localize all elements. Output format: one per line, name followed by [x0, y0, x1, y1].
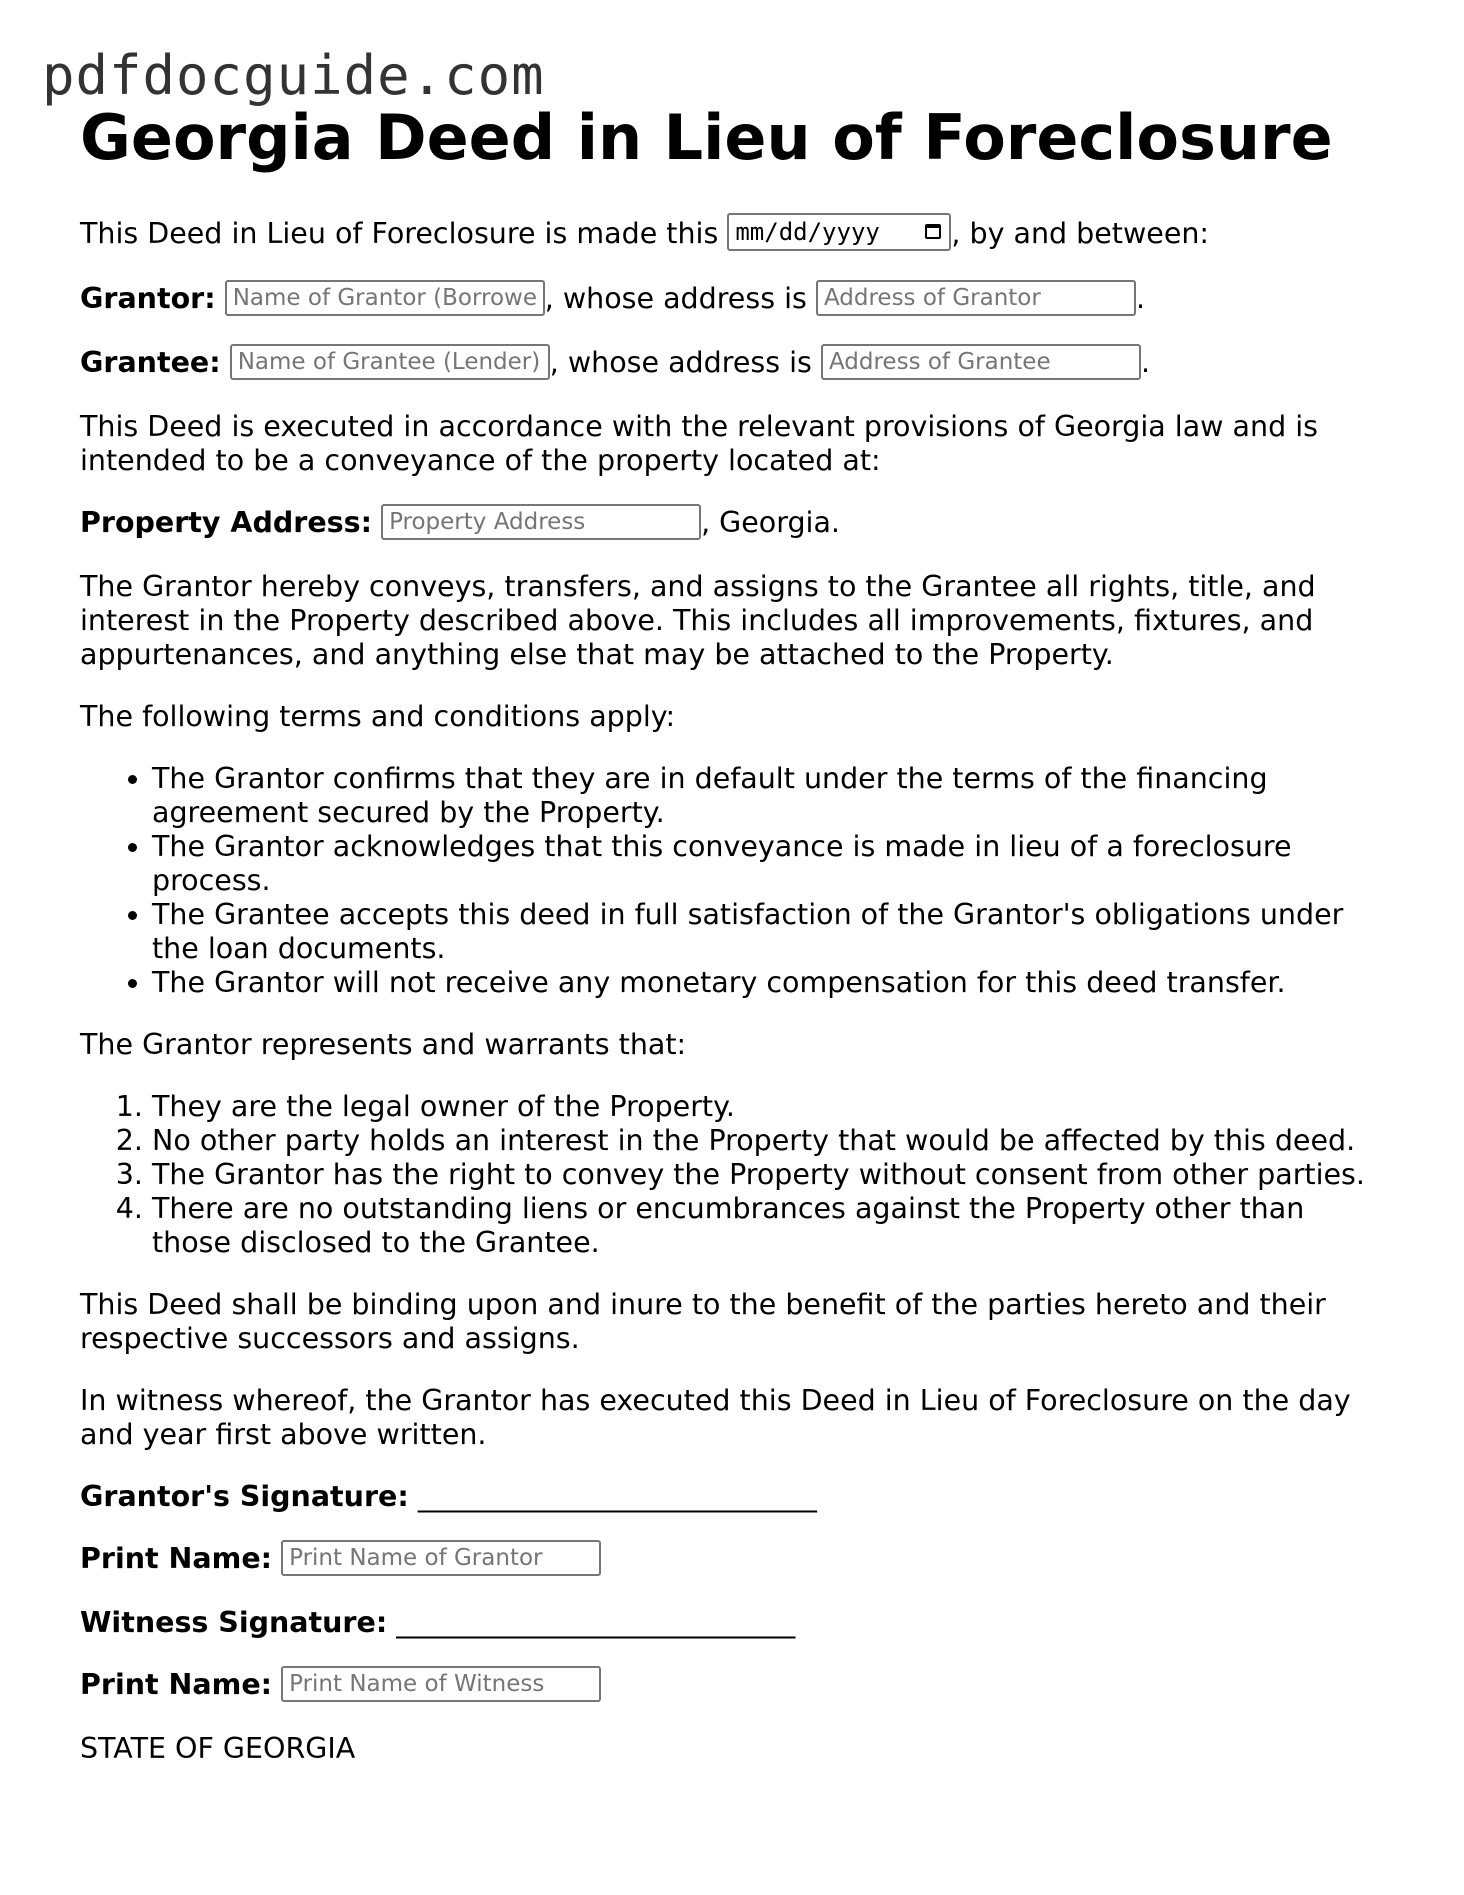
deed-document — [80, 100, 1380, 1794]
grantor-label: Grantor: — [80, 282, 216, 315]
grantor-print-line — [80, 1542, 1380, 1578]
grantor-print-name-input[interactable] — [281, 1540, 601, 1576]
property-suffix: , Georgia. — [701, 506, 840, 539]
property-address-input[interactable] — [381, 504, 701, 540]
grantor-address-lead: , whose address is — [544, 282, 816, 315]
intro-line — [80, 216, 1380, 254]
site-watermark: pdfdocguide.com — [42, 44, 545, 107]
list-item: • The Grantor will not receive any monetary compensation for this deed transfer. — [152, 966, 1380, 1000]
grantor-line-end: . — [1135, 282, 1145, 315]
witness-signature-label: Witness Signature: — [80, 1606, 388, 1639]
property-line — [80, 506, 1380, 542]
witness-print-label: Print Name: — [80, 1668, 273, 1701]
property-label: Property Address: — [80, 506, 372, 539]
terms-intro: The following terms and conditions apply: — [80, 700, 676, 733]
grantee-line — [80, 346, 1380, 382]
grantee-line-end: . — [1140, 346, 1151, 379]
list-item: • The Grantor confirms that they are in default under the terms of the financing agreement secured by the Property. — [152, 762, 1380, 830]
grantee-address-input[interactable] — [821, 344, 1141, 380]
list-item: • The Grantor acknowledges that this conveyance is made in lieu of a foreclosure process. — [152, 830, 1380, 898]
grantor-address-input[interactable] — [816, 280, 1136, 316]
grantor-signature-label: Grantor's Signature: — [80, 1480, 409, 1513]
binding-paragraph: This Deed shall be binding upon and inure to the benefit of the parties hereto and their respective successors and assigns. — [80, 1288, 1326, 1355]
grantor-name-input[interactable] — [225, 280, 545, 316]
witness-signature-blank: ____________________________ — [396, 1606, 796, 1639]
conveys-paragraph: The Grantor hereby conveys, transfers, and assigns to the Grantee all rights, title, and interest in the Property described above. This includes all improvements, fixtures, and appurtenances, and anything else that may be attached to the Property. — [80, 570, 1316, 671]
witness-print-line — [80, 1668, 1380, 1704]
grantee-label: Grantee: — [80, 346, 221, 379]
grantee-address-lead: , whose address is — [549, 346, 821, 379]
grantor-signature-blank: ____________________________ — [417, 1480, 817, 1513]
terms-list — [80, 762, 1380, 1000]
intro-text: This Deed in Lieu of Foreclosure is made this — [80, 217, 728, 250]
calendar-icon[interactable] — [925, 224, 941, 239]
grantor-signature-line — [80, 1480, 1380, 1514]
list-item: 2. No other party holds an interest in the Property that would be affected by this deed. — [152, 1124, 1380, 1158]
warrants-intro: The Grantor represents and warrants that: — [80, 1028, 687, 1061]
grantor-print-label: Print Name: — [80, 1542, 273, 1575]
witness-paragraph: In witness whereof, the Grantor has executed this Deed in Lieu of Foreclosure on the day and year first above written. — [80, 1384, 1351, 1451]
grantor-line — [80, 282, 1380, 318]
state-heading: STATE OF GEORGIA — [80, 1732, 356, 1765]
grantee-name-input[interactable] — [230, 344, 550, 380]
date-input[interactable] — [727, 213, 951, 251]
witness-print-name-input[interactable] — [281, 1666, 601, 1702]
warrants-list — [80, 1090, 1380, 1260]
executed-paragraph: This Deed is executed in accordance with the relevant provisions of Georgia law and is intended to be a conveyance of the property located at: — [80, 410, 1318, 477]
list-item: 4. There are no outstanding liens or encumbrances against the Property other than those disclosed to the Grantee. — [152, 1192, 1380, 1260]
page-title: Georgia Deed in Lieu of Foreclosure — [80, 101, 1333, 174]
list-item: 3. The Grantor has the right to convey the Property without consent from other parties. — [152, 1158, 1380, 1192]
intro-suffix: , by and between: — [951, 217, 1210, 250]
date-placeholder: mm/dd/yyyy — [735, 218, 880, 246]
list-item: 1. They are the legal owner of the Property. — [152, 1090, 1380, 1124]
witness-signature-line — [80, 1606, 1380, 1640]
list-item: • The Grantee accepts this deed in full satisfaction of the Grantor's obligations under the loan documents. — [152, 898, 1380, 966]
